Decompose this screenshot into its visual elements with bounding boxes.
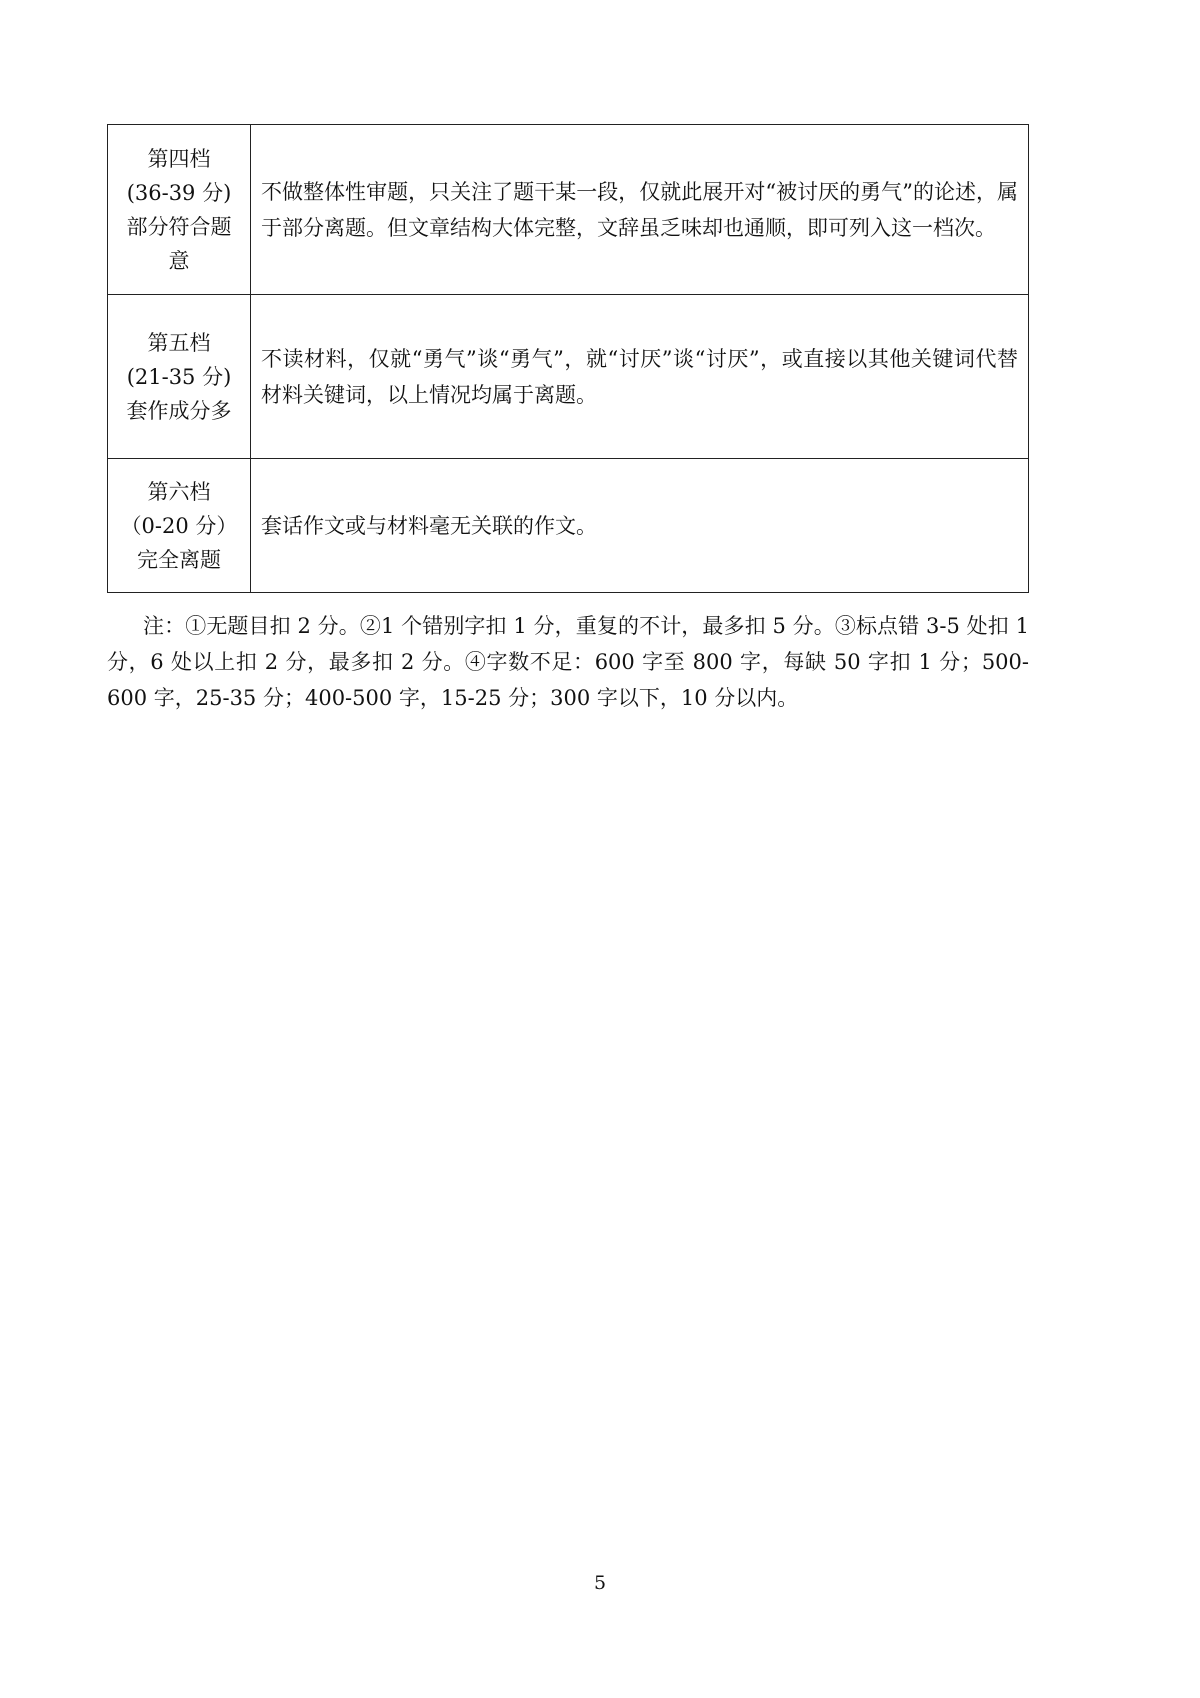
level-description: 不读材料，仅就“勇气”谈“勇气”，就“讨厌”谈“讨厌”，或直接以其他关键词代替材料关键词，以上情况均属于离题。 <box>251 295 1029 459</box>
table-row <box>108 125 1029 295</box>
level-category-cont: 意 <box>168 248 190 273</box>
level-category: 完全离题 <box>137 547 221 572</box>
level-cell <box>108 125 251 295</box>
level-description: 不做整体性审题，只关注了题干某一段，仅就此展开对“被讨厌的勇气”的论述，属于部分离题。但文章结构大体完整，文辞虽乏味却也通顺，即可列入这一档次。 <box>251 125 1029 295</box>
level-name: 第六档 <box>147 479 211 504</box>
table-row <box>108 295 1029 459</box>
level-score: (21-35 分) <box>126 364 232 389</box>
level-description: 套话作文或与材料毫无关联的作文。 <box>251 459 1029 593</box>
level-name: 第五档 <box>147 330 211 355</box>
level-category: 部分符合题 <box>126 214 232 239</box>
page-number: 5 <box>593 1572 607 1594</box>
scoring-note: 注：①无题目扣 2 分。②1 个错别字扣 1 分，重复的不计，最多扣 5 分。③标点错 3-5 处扣 1 分，6 处以上扣 2 分，最多扣 2 分。④字数不足：600 字至 800 字，每缺 50 字扣 1 分；500-600 字，25-35 分；400-500 字，15-25 分；300 字以下，10 分以内。 <box>107 614 1029 710</box>
level-name: 第四档 <box>147 146 211 171</box>
grading-table <box>107 124 1029 593</box>
level-score: （0-20 分） <box>120 513 238 538</box>
level-score: (36-39 分) <box>126 180 232 205</box>
table-row <box>108 459 1029 593</box>
level-cell <box>108 459 251 593</box>
level-cell <box>108 295 251 459</box>
level-category: 套作成分多 <box>126 398 232 423</box>
